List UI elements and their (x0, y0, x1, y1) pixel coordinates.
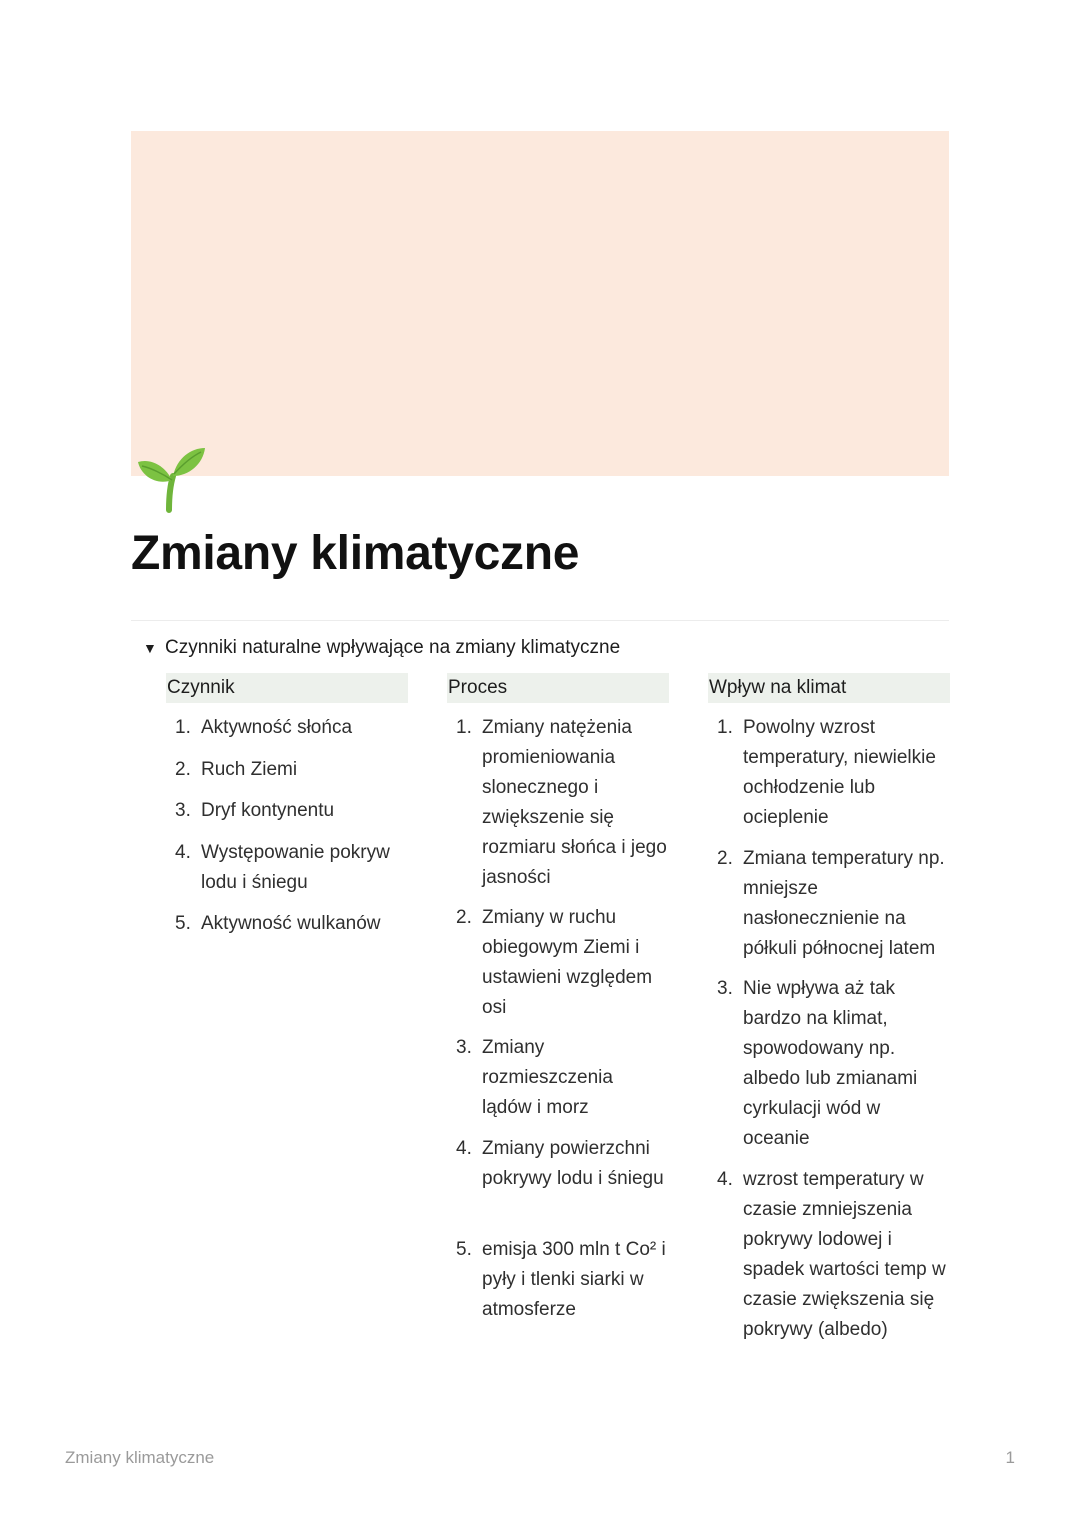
list-item: 3. Dryf kontynentu (175, 800, 335, 821)
seedling-icon (133, 440, 209, 516)
list-item: 2. Zmiana temperatury np. mniejsze nasłonecznienie na półkuli północnej latem (717, 848, 945, 959)
footer-title: Zmiany klimatyczne (65, 1448, 215, 1467)
toggle-block[interactable] (143, 636, 620, 660)
column-header: Czynnik (166, 673, 408, 703)
title-divider (131, 620, 949, 621)
column-header: Wpływ na klimat (708, 673, 950, 703)
list-item: 3. Zmiany rozmieszczenia lądów i morz (456, 1037, 613, 1118)
list-item: 4. Występowanie pokryw lodu i śniegu (175, 842, 390, 893)
triangle-down-icon[interactable]: ▼ (143, 640, 157, 656)
list-item: 3. Nie wpływa aż tak bardzo na klimat, spowodowany np. albedo lub zmianami cyrkulacji wód w oceanie (717, 978, 918, 1149)
list-item: 1. Powolny wzrost temperatury, niewielkie ochłodzenie lub ocieplenie (717, 717, 936, 828)
list-item: 2. Zmiany w ruchu obiegowym Ziemi i ustawieni względem osi (456, 907, 653, 1018)
toggle-label: Czynniki naturalne wpływające na zmiany klimatyczne (165, 637, 621, 658)
page-title: Zmiany klimatyczne (131, 527, 580, 580)
list-item: 1. Aktywność słońca (175, 717, 353, 738)
list-item: 2. Ruch Ziemi (175, 759, 298, 780)
column-proces (447, 673, 669, 1320)
list-item: 1. Zmiany natężenia promieniowania slonecznego i zwiększenie się rozmiaru słońca i jego jasności (456, 717, 667, 888)
column-header: Proces (447, 673, 669, 703)
list-item: 4. Zmiany powierzchni pokrywy lodu i śniegu (456, 1138, 664, 1189)
list-item: 5. Aktywność wulkanów (175, 913, 381, 934)
column-wplyw-na-klimat (708, 673, 950, 1340)
list-item: 5. emisja 300 mln t Co² i pyły i tlenki siarki w atmosferze (456, 1239, 666, 1320)
column-czynnik (166, 673, 408, 934)
page-number: 1 (1005, 1448, 1015, 1467)
page-cover (131, 131, 949, 476)
list-item: 4. wzrost temperatury w czasie zmniejszenia pokrywy lodowej i spadek wartości temp w czasie zwiększenia się pokrywy (albedo) (717, 1169, 946, 1340)
